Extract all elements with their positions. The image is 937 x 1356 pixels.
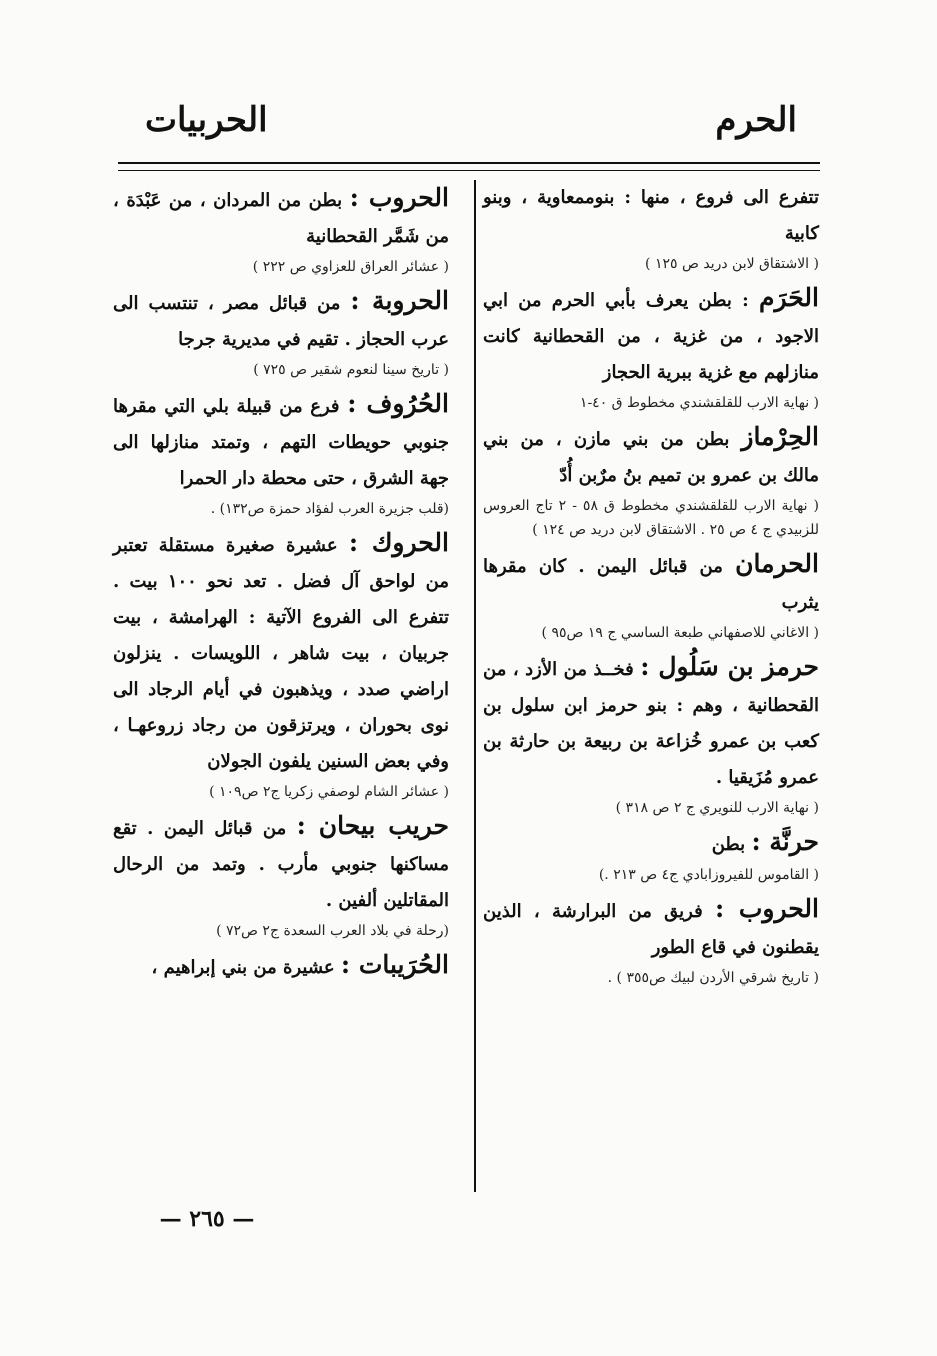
- entry-headword: الحرمان: [735, 549, 819, 578]
- entry-text: فخــذ من الأزد ، من القحطانية ، وهم : بنو حرمز ابن سلول بن كعب بن عمرو خُزاعة بن ربيعة بن حارثة بن عمرو مُزَيقيا .: [483, 659, 819, 788]
- entry-headword: الحَرَم: [759, 283, 819, 312]
- entry-text: عشيرة من بني إبراهيم ،: [151, 957, 335, 978]
- column-divider: [474, 180, 476, 1192]
- header-rule-top: [118, 162, 820, 164]
- entry-source-citation: ( عشائر العراق للعزاوي ص ٢٢٢ ): [252, 259, 449, 275]
- dictionary-entry: [483, 824, 819, 887]
- dictionary-entry: [113, 808, 449, 943]
- entry-headword: حرمز بن سَلُول :: [640, 652, 819, 681]
- entry-source-citation: ( القاموس للفيروزابادي ج٤ ص ٢١٣ .): [598, 867, 819, 883]
- header-rule-bottom: [118, 170, 820, 171]
- entry-text: فرع من قبيلة بلي التي مقرها جنوبي حويطات التهم ، وتمتد منازلها الى جهة الشرق ، حتى محطة دار الحمرا: [113, 396, 449, 489]
- entry-source-citation: ( نهاية الارب للقلقشندي مخطوط ق ٥٨ - ٢ تاج العروس للزبيدي ج ٤ ص ٢٥ . الاشتقاق لابن دريد ص ١٢٤ ): [483, 498, 819, 538]
- entry-headword: الحِرْماز: [741, 422, 819, 451]
- entry-headword: الحُرُوف :: [347, 389, 449, 418]
- entry-paragraph: [483, 419, 819, 494]
- entry-source-citation: (رحلة في بلاد العرب السعدة ج٢ ص٧٢ ): [216, 923, 449, 939]
- dictionary-entry: [113, 386, 449, 521]
- entry-source-citation: ( نهاية الارب للقلقشندي مخطوط ق ٤٠-١: [579, 395, 819, 411]
- entry-headword: الحُرَيبات :: [340, 950, 449, 979]
- entry-paragraph: [113, 180, 449, 255]
- entry-text: فريق من البرارشة ، الذين يقطنون في قاع الطور: [483, 901, 819, 958]
- dictionary-entry: [483, 419, 819, 542]
- entry-source-citation: ( تاريخ شرقي الأردن لبيك ص٣٥٥ ) .: [607, 970, 819, 986]
- entry-headword: الحروك :: [348, 528, 449, 557]
- entry-paragraph: [113, 386, 449, 497]
- dictionary-entry: [113, 947, 449, 986]
- right-column: [483, 180, 819, 994]
- entry-paragraph: [483, 280, 819, 391]
- entry-paragraph: [113, 525, 449, 780]
- dictionary-entry: [113, 525, 449, 804]
- entry-text: من قبائل اليمن . تقع مساكنها جنوبي مأرب . وتمد من الرحال المقاتلين ألفين .: [113, 818, 449, 911]
- entry-text: عشيرة صغيرة مستقلة تعتبر من لواحق آل فضل . تعد نحو ١٠٠ بيت . تتفرع الى الفروع الآتية : الهرامشة ، بيت جربيان ، بيت شاهر ، اللويسات . ينزلون اراضي صدد ، ويذهبون في أيام الرجاد الى نوى بحوران ، ويرتزقون من رجاد زروعهـا ، وفي بعض السنين يلفون الجولان: [113, 535, 449, 772]
- entry-headword: الحروبة :: [350, 286, 449, 315]
- entry-text: بطن: [711, 834, 746, 855]
- entry-source-citation: ( الاغاني للاصفهاني طبعة الساسي ج ١٩ ص٩٥ ): [541, 625, 819, 641]
- entry-text: بطن من المردان ، من عَبْدَة ، من شَمَّر القحطانية: [113, 190, 449, 247]
- left-column: [113, 180, 449, 990]
- entry-paragraph: [483, 824, 819, 863]
- entry-paragraph: [113, 283, 449, 358]
- entry-source-citation: ( عشائر الشام لوصفي زكريا ج٢ ص١٠٩ ): [209, 784, 449, 800]
- entry-source-citation: ( نهاية الارب للنويري ج ٢ ص ٣١٨ ): [615, 800, 819, 816]
- entry-headword: الحروب :: [349, 183, 449, 212]
- dictionary-entry: [113, 283, 449, 382]
- entry-paragraph: [113, 947, 449, 986]
- running-header-left: الحربيات: [145, 100, 268, 140]
- entry-source-citation: ( تاريخ سينا لنعوم شقير ص ٧٢٥ ): [253, 362, 449, 378]
- dictionary-entry: [483, 649, 819, 820]
- dictionary-entry: [483, 546, 819, 645]
- entry-headword: الحروب :: [714, 894, 819, 923]
- entry-paragraph: [113, 808, 449, 919]
- running-header-right: الحرم: [715, 100, 797, 140]
- dictionary-entry: [483, 280, 819, 415]
- entry-paragraph: [483, 180, 819, 252]
- entry-paragraph: [483, 546, 819, 621]
- entry-text: من قبائل مصر ، تنتسب الى عرب الحجاز . تقيم في مديرية جرجا: [113, 293, 449, 350]
- entry-text: من قبائل اليمن . كان مقرها يثرب: [483, 556, 819, 613]
- entry-paragraph: [483, 891, 819, 966]
- entry-headword: حريب بيحان :: [296, 811, 449, 840]
- entry-text: : بطن يعرف بأبي الحرم من ابي الاجود ، من غزية ، من القحطانية كانت منازلهم مع غزية ببرية الحجاز: [483, 290, 819, 383]
- entry-paragraph: [483, 649, 819, 796]
- dictionary-entry: [483, 180, 819, 276]
- entry-source-citation: ( الاشتقاق لابن دريد ص ١٢٥ ): [645, 256, 819, 272]
- entry-text: بطن من بني مازن ، من بني مالك بن عمرو بن تميم بنُ مرٌبن أُدّ: [483, 429, 819, 486]
- entry-source-citation: (قلب جزيرة العرب لفؤاد حمزة ص١٣٢) .: [210, 501, 449, 517]
- dictionary-entry: [483, 891, 819, 990]
- entry-headword: حرنَّة :: [751, 827, 819, 856]
- page-number: — ٢٦٥ —: [159, 1206, 255, 1232]
- dictionary-entry: [113, 180, 449, 279]
- entry-text: تتفرع الى فروع ، منها : بنوممعاوية ، وبنو كابية: [483, 187, 819, 244]
